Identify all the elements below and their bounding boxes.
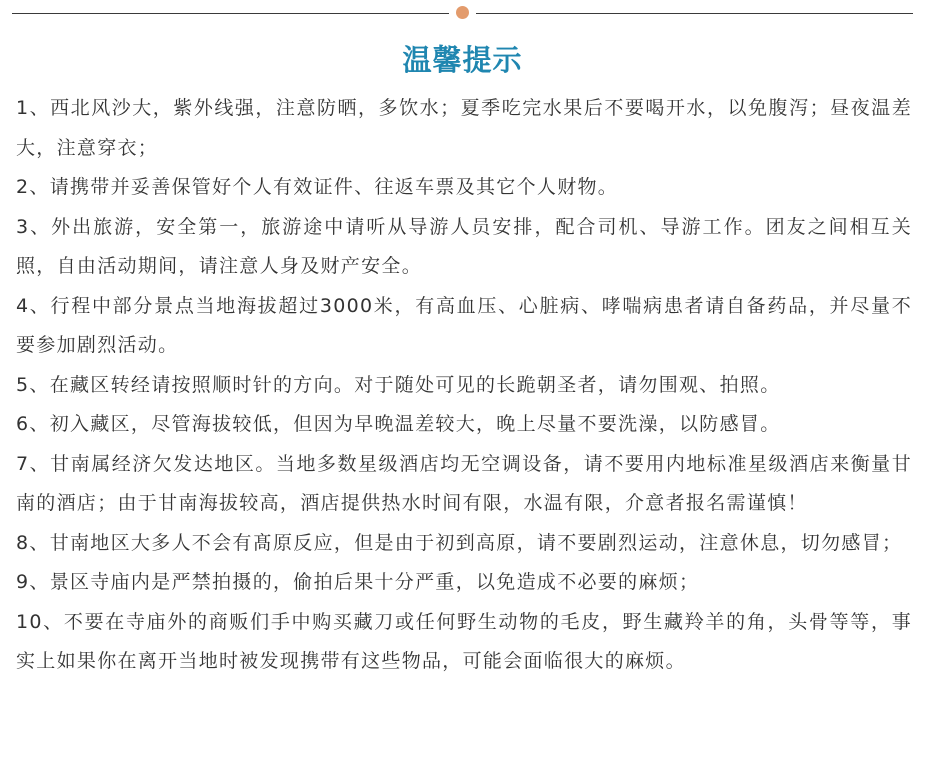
tip-item-9: 9、景区寺庙内是严禁拍摄的，偷拍后果十分严重，以免造成不必要的麻烦； — [16, 571, 700, 593]
tip-item-10: 10、不要在寺庙外的商贩们手中购买藏刀或任何野生动物的毛皮，野生藏羚羊的角，头骨等等，事实上如果你在离开当地时被发现携带有这些物品，可能会面临很大的麻烦。 — [16, 610, 912, 672]
tip-item-1: 1、西北风沙大，紫外线强，注意防晒，多饮水；夏季吃完水果后不要喝开水，以免腹泻；昼夜温差大，注意穿衣； — [16, 97, 912, 159]
tip-item-4: 4、行程中部分景点当地海拔超过3000米，有高血压、心脏病、哮喘病患者请自备药品，并尽量不要参加剧烈活动。 — [16, 294, 912, 356]
top-divider — [12, 13, 913, 14]
tip-item-8: 8、甘南地区大多人不会有髙原反应，但是由于初到高原，请不要剧烈运动，注意休息，切勿感冒； — [16, 531, 903, 554]
divider-dot-icon — [456, 6, 469, 19]
tips-list — [16, 89, 912, 682]
tip-item-3: 3、外出旅游，安全第一，旅游途中请听从导游人员安排，配合司机、导游工作。团友之间相互关照，自由活动期间，请注意人身及财产安全。 — [16, 215, 912, 277]
divider-line-right — [476, 13, 913, 14]
divider-line-left — [12, 13, 449, 14]
tip-item-5: 5、在藏区转经请按照顺时针的方向。对于随处可见的长跪朝圣者，请勿围观、拍照。 — [16, 373, 781, 396]
tip-item-2: 2、请携带并妥善保管好个人有效证件、往返车票及其它个人财物。 — [16, 176, 619, 198]
page-title: 温馨提示 — [402, 43, 523, 77]
tip-item-6: 6、初入藏区，尽管海拔较低，但因为早晚温差较大，晚上尽量不要洗澡，以防感冒。 — [16, 413, 781, 435]
tip-item-7: 7、甘南属经济欠发达地区。当地多数星级酒店均无空调设备，请不要用内地标准星级酒店来衡量甘南的酒店；由于甘南海拔较高，酒店提供热水时间有限，水温有限，介意者报名需谨慎！ — [16, 452, 912, 514]
